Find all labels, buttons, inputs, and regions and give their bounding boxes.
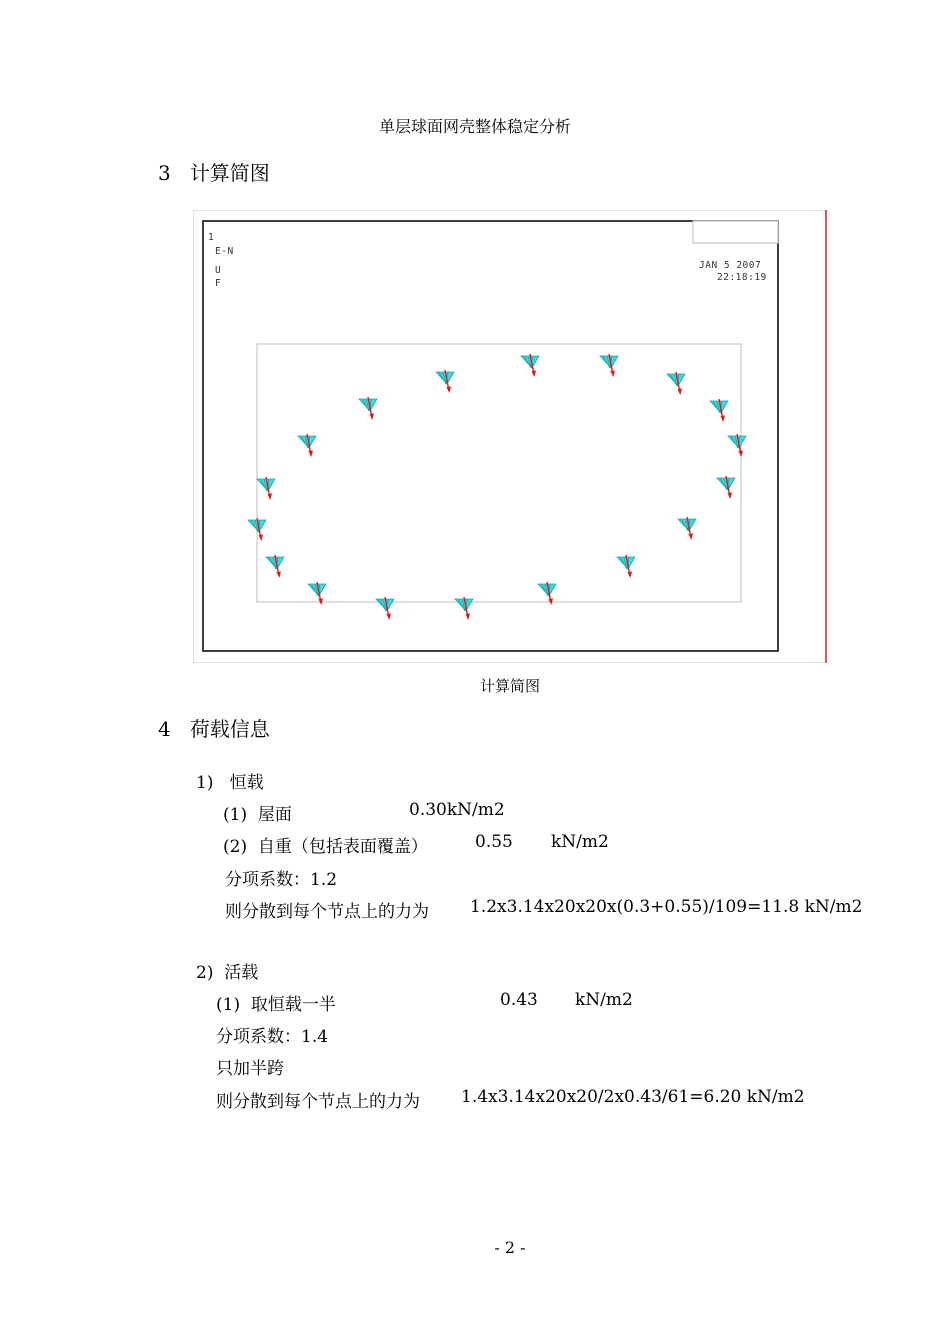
dead-load-item-1 [223,800,292,825]
dead-load-title: 恒载 [229,773,264,793]
live-load-title: 活载 [224,963,259,983]
dead-item-1-value: 0.30kN/m2 [409,800,505,820]
section-3-number: 3 [158,161,171,185]
support-node-icon [667,372,685,395]
dead-load-item-2 [223,832,428,857]
dead-load-result-label: 则分散到每个节点上的力为 [225,902,429,922]
figure-caption: 计算简图 [479,677,540,695]
section-4-number: 4 [158,717,171,741]
dead-item-2-unit: kN/m2 [551,832,609,852]
section-3-heading [158,157,270,186]
plot-frame [203,221,778,651]
support-nodes [248,354,746,620]
figure-label-u: U [215,265,222,276]
support-node-icon [257,477,275,500]
dead-load-number: 1) [196,773,214,793]
dead-item-2-value: 0.55 [475,832,513,852]
support-node-icon [521,354,539,377]
support-node-icon [600,354,618,377]
dead-item-2-label: 自重（包括表面覆盖） [257,837,428,857]
live-load-result-formula: 1.4x3.14x20x20/2x0.43/61=6.20 kN/m2 [461,1087,805,1107]
live-load-note: 只加半跨 [216,1059,284,1079]
support-node-icon [455,597,473,620]
support-node-icon [678,517,696,540]
live-item-1-label: 取恒载一半 [250,995,336,1015]
dead-item-2-number: (2) [223,837,248,857]
dead-load-factor: 分项系数：1.2 [225,870,338,890]
figure-date: JAN 5 2007 [699,260,762,271]
live-load-heading [196,958,258,983]
figure-label-en: E-N [215,246,234,257]
figure-label-1: 1 [208,232,215,243]
legend-box [693,221,778,243]
page-header: 单层球面网壳整体稳定分析 [378,117,571,136]
support-node-icon [710,399,728,422]
page-number: - 2 - [494,1238,526,1257]
support-node-icon [298,434,316,457]
live-item-1-value: 0.43 [500,990,538,1010]
figure-time: 22:18:19 [717,272,767,283]
support-node-icon [376,597,394,620]
section-4-title: 荷载信息 [189,717,270,741]
support-node-icon [617,555,635,578]
live-load-result-label: 则分散到每个节点上的力为 [216,1092,420,1112]
section-3-title: 计算简图 [189,161,270,185]
live-load-number: 2) [196,963,214,983]
figure-label-f: F [215,278,222,289]
support-node-icon [266,555,284,578]
live-load-item-1 [216,990,336,1015]
dead-item-1-label: 屋面 [257,805,292,825]
dead-load-heading [196,768,264,793]
dead-load-result-formula: 1.2x3.14x20x20x(0.3+0.55)/109=11.8 kN/m2 [470,897,863,917]
live-item-1-unit: kN/m2 [575,990,633,1010]
live-load-factor: 分项系数：1.4 [216,1027,329,1047]
support-node-icon [436,370,454,393]
support-node-icon [359,397,377,420]
live-item-1-number: (1) [216,995,241,1015]
calculation-diagram [193,210,833,669]
support-node-icon [728,434,746,457]
section-4-heading [158,713,270,742]
dead-item-1-number: (1) [223,805,248,825]
support-node-icon [717,476,735,499]
model-bounding-box [257,344,741,602]
